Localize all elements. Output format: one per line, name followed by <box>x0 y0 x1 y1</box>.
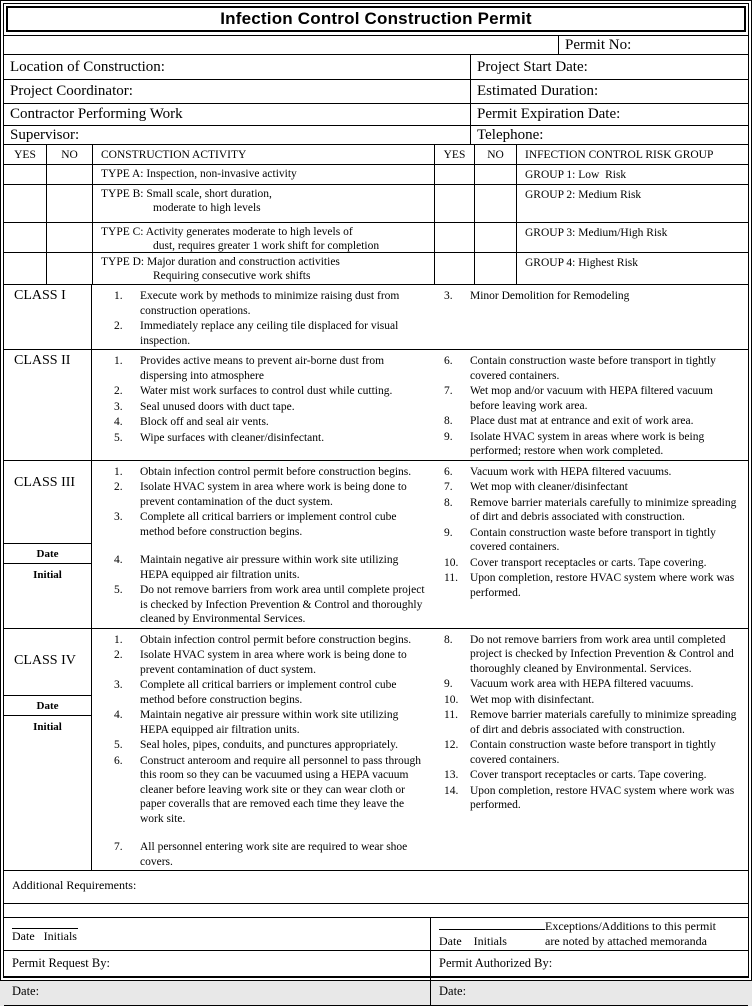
permit-request-by-field[interactable] <box>4 951 430 976</box>
list-item-number: 3. <box>444 290 453 302</box>
list-item-number: 8. <box>444 496 453 509</box>
list-item-text: Block off and seal air vents. <box>140 416 269 428</box>
yes-checkbox-cell[interactable] <box>4 223 46 252</box>
activity-row-type-a <box>4 165 748 185</box>
class-row-class-iv <box>4 629 748 872</box>
class-class-iv-list-left <box>92 629 432 871</box>
activity-type-rows <box>4 165 748 285</box>
class-sidebar-class-iii <box>4 461 92 628</box>
class-class-iii-list-right <box>432 461 748 628</box>
initial-field[interactable]: Initial <box>33 568 62 581</box>
contractor-label: Contractor Performing Work <box>10 106 183 122</box>
class-class-iv-list-right <box>432 629 748 871</box>
list-item <box>444 571 748 600</box>
exceptions-text: Exceptions/Additions to this permit <box>545 919 716 933</box>
additional-requirements-label: Additional Requirements: <box>12 878 137 892</box>
list-item <box>444 414 748 429</box>
list-item <box>444 677 748 692</box>
list-item-text: Do not remove barriers from work area until complete project is checked by Infection Prevention & Control and thoroughly cleaned by Environmental Services. <box>140 584 425 625</box>
footer-date-right-field[interactable] <box>430 977 748 1005</box>
yes-column-header-left: YES <box>14 148 36 161</box>
list-item-text: Place dust mat at entrance and exit of work area. <box>470 415 694 427</box>
activity-row-type-c <box>4 223 748 253</box>
list-item <box>114 708 432 737</box>
footer-date-right-label: Date: <box>439 983 467 998</box>
list-item-text: Obtain infection control permit before construction begins. <box>140 465 412 478</box>
list-item <box>444 430 748 459</box>
activity-type-line-1: TYPE C: Activity generates moderate to high levels of <box>101 226 353 238</box>
yes-checkbox-cell-risk[interactable] <box>434 185 474 222</box>
list-item <box>114 289 432 318</box>
no-column-header-left: NO <box>46 145 92 164</box>
no-checkbox-cell-risk[interactable] <box>474 253 516 284</box>
list-item-number: 2. <box>114 481 123 493</box>
yes-checkbox-cell-risk[interactable] <box>434 165 474 184</box>
list-item <box>444 556 748 571</box>
list-item-number: 1. <box>114 465 123 478</box>
list-item <box>444 784 748 813</box>
list-item-number: 12. <box>444 739 459 751</box>
header-row-supervisor <box>4 126 748 145</box>
list-item-text: Cover transport receptacles or carts. Tape covering. <box>470 556 707 569</box>
list-item-text: Minor Demolition for Remodeling <box>470 290 630 302</box>
permit-request-by-label: Permit Request By: <box>12 956 110 970</box>
risk-group-header: INFECTION CONTROL RISK GROUP <box>516 145 748 164</box>
class-sidebar-class-iv <box>4 629 92 871</box>
footer-date-row <box>4 977 748 1006</box>
permit-no-field[interactable] <box>558 36 748 54</box>
list-item <box>114 354 432 383</box>
list-item-number: 5. <box>114 739 123 751</box>
list-item <box>114 754 432 827</box>
list-item <box>444 526 748 555</box>
list-item-text: Remove barrier materials carefully to minimize spreading of dirt and debris associated with construction. <box>470 709 737 736</box>
list-item-text: Isolate HVAC system in areas where work is being performed; restore when work completed. <box>470 430 705 457</box>
construction-activity-header: CONSTRUCTION ACTIVITY <box>92 145 434 164</box>
list-item-text: Provides active means to prevent air-borne dust from dispersing into atmosphere <box>140 355 385 382</box>
date-initials-field-left[interactable] <box>4 918 430 950</box>
date-field[interactable]: Date <box>4 695 91 716</box>
list-item-number: 4. <box>114 416 123 428</box>
permit-authorized-by-label: Permit Authorized By: <box>439 956 553 970</box>
class-content-class-i <box>92 285 748 349</box>
risk-group-cell: GROUP 2: Medium Risk <box>516 185 748 222</box>
list-item-number: 9. <box>444 430 453 443</box>
permit-no-row <box>4 36 748 55</box>
no-checkbox-cell-risk[interactable] <box>474 165 516 184</box>
list-item <box>114 431 432 446</box>
class-label-area <box>4 285 91 304</box>
telephone-label: Telephone: <box>477 126 544 143</box>
list-item <box>444 693 748 708</box>
class-row-class-i <box>4 285 748 350</box>
permit-by-row <box>4 951 748 977</box>
list-item-text: Seal holes, pipes, conduits, and punctures appropriately. <box>140 739 398 751</box>
class-label: CLASS IV <box>14 652 76 668</box>
no-checkbox-cell[interactable] <box>46 185 92 222</box>
list-item <box>444 633 748 677</box>
class-row-class-iii <box>4 461 748 629</box>
list-item-number: 2. <box>114 320 123 332</box>
date-field[interactable]: Date <box>4 543 91 564</box>
list-item-number: 1. <box>114 355 123 367</box>
list-item-number: 5. <box>114 431 123 444</box>
header-row-contractor <box>4 104 748 126</box>
page-title: Infection Control Construction Permit <box>220 9 532 28</box>
list-item <box>114 415 432 430</box>
list-item <box>114 384 432 399</box>
permit-no-label: Permit No: <box>565 36 632 53</box>
estimated-duration-label: Estimated Duration: <box>477 83 599 99</box>
list-item-text: Obtain infection control permit before construction begins. <box>140 633 412 646</box>
list-item <box>114 319 432 348</box>
list-item-number: 7. <box>444 481 453 493</box>
list-item-text: Execute work by methods to minimize raising dust from construction operations. <box>140 290 400 317</box>
no-checkbox-cell[interactable] <box>46 253 92 284</box>
list-item <box>444 480 748 495</box>
list-item-number: 7. <box>444 385 453 397</box>
list-item <box>114 633 432 648</box>
list-item-text: Isolate HVAC system in area where work is being done to prevent contamination of duct system. <box>140 649 407 676</box>
signature-line-right <box>439 919 545 930</box>
activity-type-line-2: dust, requires greater 1 work shift for completion <box>153 240 380 252</box>
list-item-text: Do not remove barriers from work area until completed project is checked by Infection Prevention & Control and thoroughly cleaned by Environmental. Services. <box>470 633 734 675</box>
list-item-text: Construct anteroom and require all personnel to pass through this room so they can be vacuumed using a HEPA vacuum cleaner before leaving work site or they can wear cloth or paper coveralls that are removed each time they leave the work site. <box>140 754 422 825</box>
class-class-iii-list-left <box>92 461 432 628</box>
list-item-text: Wet mop with cleaner/disinfectant <box>470 481 628 493</box>
list-item-number: 4. <box>114 709 123 721</box>
signature-line-left <box>12 922 78 929</box>
yes-checkbox-cell[interactable] <box>4 165 46 184</box>
list-item <box>444 289 748 304</box>
project-coordinator-field[interactable] <box>4 80 470 103</box>
header-row-location <box>4 55 748 80</box>
class-class-ii-list-right <box>432 350 748 460</box>
estimated-duration-field[interactable] <box>470 80 748 103</box>
list-item-text: Water mist work surfaces to control dust while cutting. <box>140 385 393 397</box>
no-checkbox-cell[interactable] <box>46 165 92 184</box>
list-item-number: 2. <box>114 385 123 397</box>
class-class-ii-list-left <box>92 350 432 460</box>
list-item-text: Wet mop and/or vacuum with HEPA filtered vacuum before leaving work area. <box>470 385 713 412</box>
date-initials-label-right: Date Initials <box>439 934 507 948</box>
list-item-number: 8. <box>444 415 453 427</box>
class-label-area <box>4 461 91 543</box>
form-body <box>4 35 748 1006</box>
list-item-text: Isolate HVAC system in area where work is being done to prevent contamination of the duct system. <box>140 481 407 508</box>
class-label-area <box>4 629 91 695</box>
class-label: CLASS II <box>14 353 71 368</box>
supervisor-label: Supervisor: <box>10 126 80 143</box>
list-item-number: 11. <box>444 709 458 721</box>
class-rows <box>4 285 748 871</box>
class-row-class-ii <box>4 350 748 461</box>
activity-type-line-2: Requiring consecutive work shifts <box>153 270 311 282</box>
class-label: CLASS I <box>14 288 66 303</box>
list-item-text: Remove barrier materials carefully to minimize spreading of dirt and debris associated with construction. <box>470 496 737 523</box>
list-item-text: All personnel entering work site are required to wear shoe covers. <box>140 841 408 868</box>
list-item <box>114 400 432 415</box>
contractor-field[interactable] <box>4 104 470 125</box>
list-item <box>114 840 432 869</box>
class-content-class-iv <box>92 629 748 871</box>
list-item-text: Maintain negative air pressure within work site utilizing HEPA equipped air filtration units. <box>140 554 399 581</box>
no-checkbox-cell[interactable] <box>46 223 92 252</box>
location-of-construction-label: Location of Construction: <box>10 58 165 75</box>
list-item <box>444 768 748 783</box>
activity-row-type-d <box>4 253 748 285</box>
permit-expiration-date-field[interactable] <box>470 104 748 125</box>
list-item-number: 10. <box>444 693 459 706</box>
list-item-number: 6. <box>444 465 453 478</box>
list-item-number: 9. <box>444 678 453 690</box>
list-item-number: 1. <box>114 633 123 646</box>
project-start-date-field[interactable] <box>470 55 748 79</box>
activity-type-cell <box>92 223 434 252</box>
class-label: CLASS III <box>14 474 76 490</box>
yes-checkbox-cell[interactable] <box>4 253 46 284</box>
activity-type-cell <box>92 185 434 222</box>
list-item-number: 2. <box>114 649 123 661</box>
activity-type-cell <box>92 165 434 184</box>
list-item-number: 3. <box>114 511 123 523</box>
list-item-number: 5. <box>114 584 123 596</box>
exceptions-field[interactable] <box>430 918 748 950</box>
risk-group-cell: GROUP 1: Low Risk <box>516 165 748 184</box>
no-checkbox-cell-risk[interactable] <box>474 185 516 222</box>
list-item-text: Contain construction waste before transport in tightly covered containers. <box>470 739 716 766</box>
signature-row <box>4 918 748 951</box>
list-item <box>114 553 432 582</box>
class-sidebar-class-ii <box>4 350 92 460</box>
activity-table-header <box>4 145 748 165</box>
date-initials-label-left: Date Initials <box>12 929 77 943</box>
activity-type-cell <box>92 253 434 284</box>
list-item-text: Upon completion, restore HVAC system where work was performed. <box>470 784 735 811</box>
exceptions-note: are noted by attached memoranda <box>545 934 707 948</box>
risk-group-cell: GROUP 4: Highest Risk <box>516 253 748 284</box>
risk-group-cell: GROUP 3: Medium/High Risk <box>516 223 748 252</box>
list-item-number: 10. <box>444 556 459 569</box>
footer-date-left-field[interactable] <box>4 977 430 1005</box>
list-item <box>114 678 432 707</box>
exceptions-line-2 <box>439 934 748 949</box>
list-item-number: 6. <box>444 355 453 367</box>
list-item <box>444 465 748 480</box>
list-item <box>114 738 432 753</box>
exceptions-line-1 <box>439 919 748 934</box>
list-item <box>114 465 432 480</box>
class-label-area <box>4 350 91 369</box>
list-item-number: 8. <box>444 633 453 646</box>
list-item <box>114 480 432 509</box>
yes-checkbox-cell-risk[interactable] <box>434 223 474 252</box>
list-item-number: 3. <box>114 679 123 691</box>
list-item-number: 3. <box>114 400 123 413</box>
additional-requirements-field[interactable] <box>4 871 748 904</box>
no-checkbox-cell-risk[interactable] <box>474 223 516 252</box>
list-item-text: Wipe surfaces with cleaner/disinfectant. <box>140 431 325 444</box>
initial-field[interactable]: Initial <box>33 720 62 733</box>
activity-type-line-2: moderate to high levels <box>153 202 261 214</box>
no-column-header-right: NO <box>474 145 516 164</box>
permit-no-blank-cell <box>4 36 558 54</box>
telephone-field[interactable] <box>470 126 748 144</box>
list-item-number: 4. <box>114 554 123 566</box>
class-sidebar-class-i <box>4 285 92 349</box>
list-item-text: Seal unused doors with duct tape. <box>140 400 295 413</box>
list-item-number: 9. <box>444 526 453 539</box>
list-item <box>444 496 748 525</box>
yes-checkbox-cell-risk[interactable] <box>434 253 474 284</box>
list-item <box>114 510 432 539</box>
location-of-construction-field[interactable] <box>4 55 470 79</box>
permit-authorized-by-field[interactable] <box>430 951 748 976</box>
supervisor-field[interactable] <box>4 126 470 144</box>
header-row-coordinator <box>4 80 748 104</box>
class-class-i-list-right <box>432 285 748 349</box>
footer-date-left-label: Date: <box>12 983 40 998</box>
project-start-date-label: Project Start Date: <box>477 58 588 75</box>
additional-requirements-blank[interactable] <box>4 904 748 918</box>
list-item <box>444 708 748 737</box>
activity-row-type-b <box>4 185 748 223</box>
activity-type-line-1: TYPE D: Major duration and construction activities <box>101 256 340 268</box>
activity-type-line-1: TYPE B: Small scale, short duration, <box>101 188 272 200</box>
list-item <box>114 648 432 677</box>
list-item-text: Cover transport receptacles or carts. Tape covering. <box>470 769 707 781</box>
list-item-number: 11. <box>444 572 458 584</box>
yes-checkbox-cell[interactable] <box>4 185 46 222</box>
list-item <box>114 583 432 627</box>
list-item-text: Vacuum work area with HEPA filtered vacuums. <box>470 678 694 690</box>
list-item-text: Contain construction waste before transport in tightly covered containers. <box>470 526 716 553</box>
list-item-text: Wet mop with disinfectant. <box>470 693 595 706</box>
list-item-number: 13. <box>444 769 459 781</box>
list-item-number: 6. <box>114 754 123 767</box>
list-item-number: 7. <box>114 841 123 853</box>
list-item-text: Complete all critical barriers or implement control cube method before construction begins. <box>140 511 397 538</box>
list-item <box>444 738 748 767</box>
permit-expiration-date-label: Permit Expiration Date: <box>477 106 621 122</box>
list-item-text: Vacuum work with HEPA filtered vacuums. <box>470 465 672 478</box>
list-item <box>444 384 748 413</box>
activity-type-line-1: TYPE A: Inspection, non-invasive activity <box>101 168 297 180</box>
list-item <box>444 354 748 383</box>
list-item-text: Maintain negative air pressure within work site utilizing HEPA equipped air filtration units. <box>140 709 399 736</box>
class-content-class-ii <box>92 350 748 460</box>
list-item-text: Contain construction waste before transport in tightly covered containers. <box>470 355 716 382</box>
list-item-number: 14. <box>444 784 459 797</box>
list-item-text: Upon completion, restore HVAC system where work was performed. <box>470 572 735 599</box>
project-coordinator-label: Project Coordinator: <box>10 83 133 99</box>
yes-column-header-right: YES <box>434 145 474 164</box>
form-title-box <box>6 6 746 32</box>
list-item-text: Complete all critical barriers or implement control cube method before construction begins. <box>140 679 397 706</box>
class-content-class-iii <box>92 461 748 628</box>
list-item-number: 1. <box>114 290 123 302</box>
list-item-text: Immediately replace any ceiling tile displaced for visual inspection. <box>140 320 399 347</box>
class-class-i-list-left <box>92 285 432 349</box>
